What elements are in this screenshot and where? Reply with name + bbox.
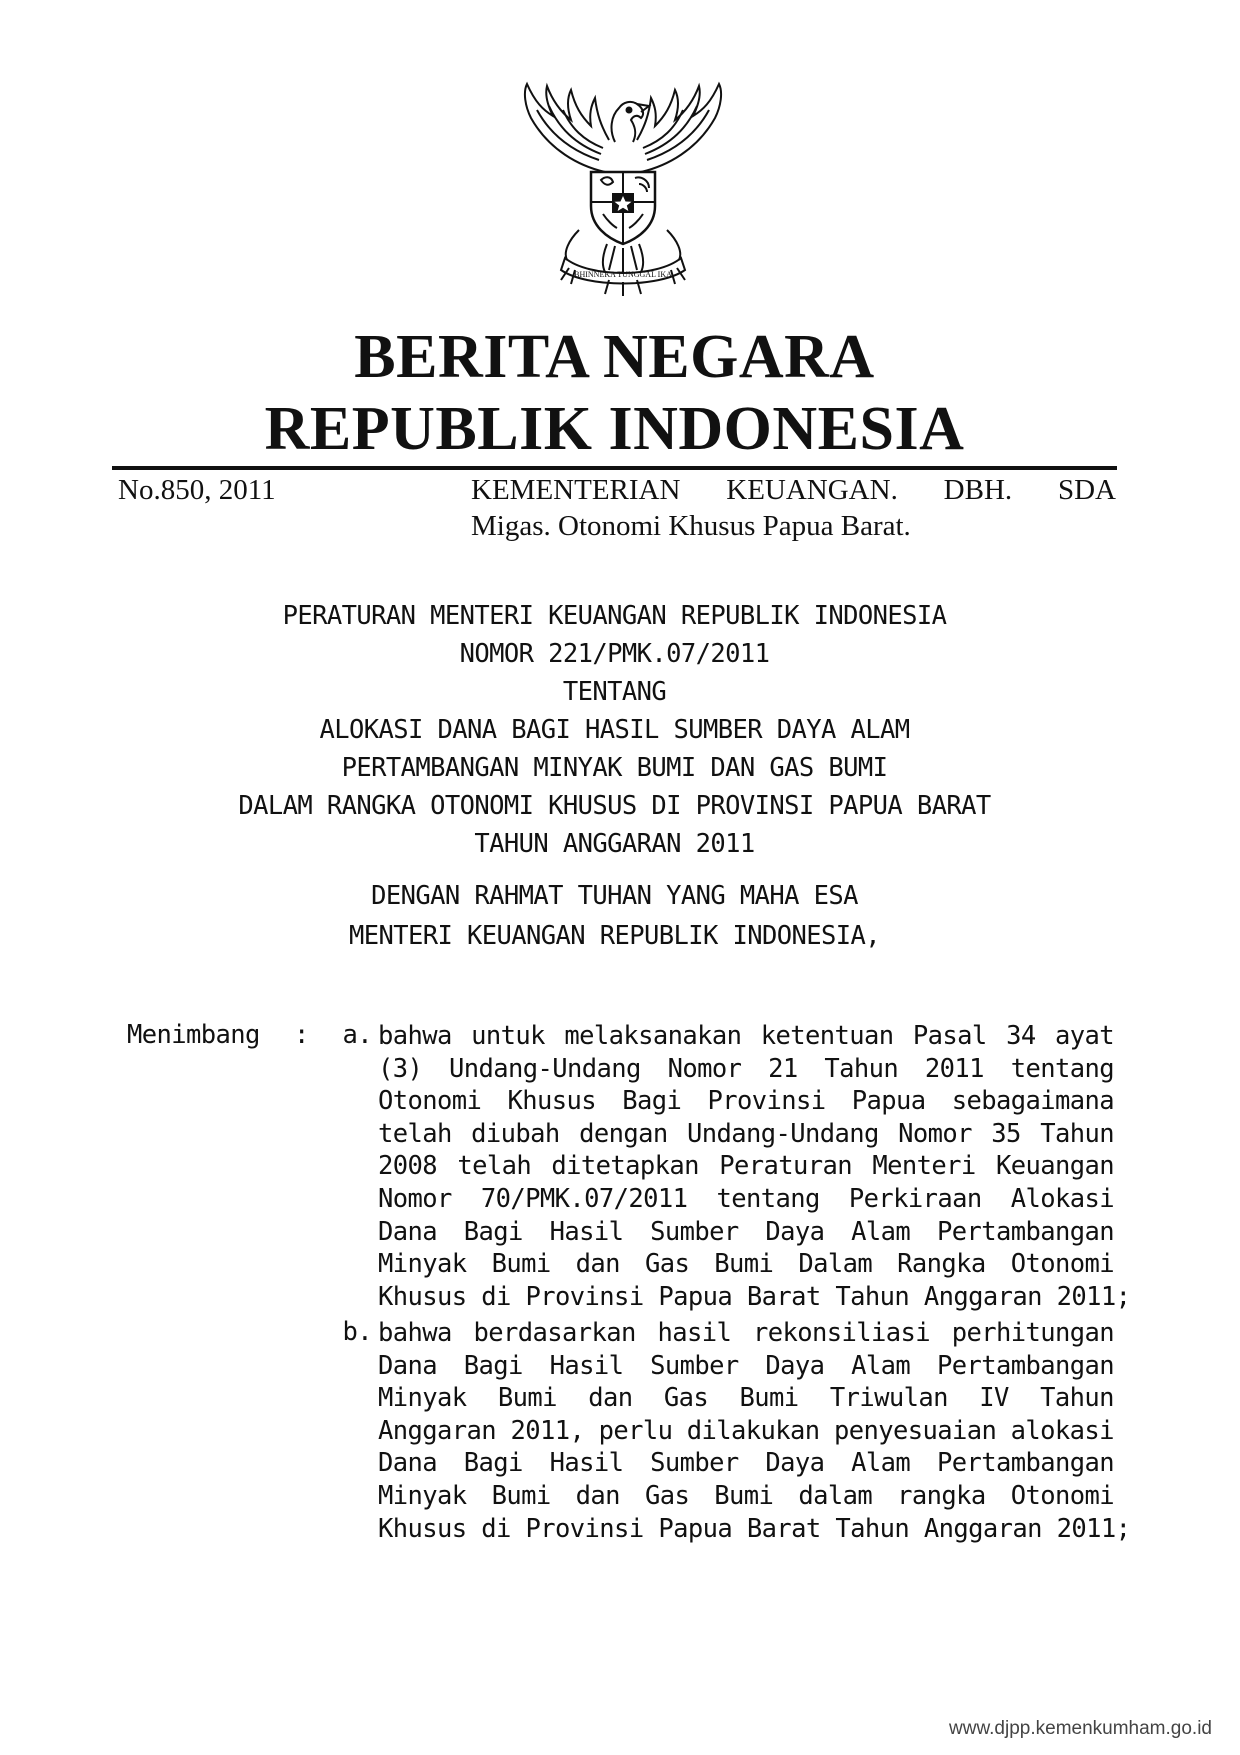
word: Anggaran: [378, 1415, 497, 1446]
subject-word: KEUANGAN.: [726, 474, 898, 506]
justified-line: [378, 1317, 1114, 1350]
word: (3): [378, 1053, 423, 1084]
word: Gas: [644, 1249, 690, 1280]
word: Peraturan: [719, 1151, 853, 1182]
word: dan: [575, 1480, 620, 1511]
word: tentang: [716, 1183, 820, 1214]
justified-line: [378, 1183, 1114, 1216]
preamble-line: MENTERI KEUANGAN REPUBLIK INDONESIA,: [348, 921, 881, 951]
word: Provinsi: [707, 1086, 826, 1117]
justified-line: [378, 1447, 1114, 1480]
word: Nomor: [378, 1183, 452, 1214]
word: Papua: [658, 1513, 747, 1544]
word: Triwulan: [829, 1383, 948, 1414]
word: Rangka: [897, 1249, 986, 1280]
word: Bagi: [463, 1448, 523, 1479]
word: Alokasi: [1010, 1183, 1114, 1214]
word: untuk: [471, 1021, 545, 1051]
word: dengan: [579, 1118, 668, 1149]
word: IV: [979, 1383, 1009, 1414]
word: Dana: [378, 1350, 438, 1381]
footer-source-url: www.djpp.kemenkumham.go.id: [949, 1718, 1212, 1739]
word: Sumber: [650, 1216, 739, 1247]
word: bahwa: [378, 1318, 452, 1348]
word: Otonomi: [378, 1086, 482, 1117]
word: 2011;: [1056, 1513, 1131, 1544]
word: 34: [1006, 1021, 1036, 1051]
word: Anggaran: [923, 1281, 1057, 1312]
word: Khusus: [507, 1086, 597, 1117]
word: melaksanakan: [564, 1021, 742, 1051]
word: Bagi: [463, 1350, 523, 1381]
word: 2011: [924, 1053, 984, 1084]
word: dan: [588, 1383, 633, 1414]
word: ditetapkan: [551, 1151, 699, 1182]
word: Bumi: [491, 1249, 551, 1280]
word: berdasarkan: [473, 1318, 636, 1348]
word: Alam: [851, 1448, 911, 1479]
word: penyesuaian: [833, 1415, 997, 1446]
word: Dalam: [798, 1249, 873, 1280]
word: Dana: [378, 1448, 438, 1479]
justified-line: [378, 1513, 1131, 1546]
considering-item-b: [378, 1317, 1131, 1545]
subject-word: SDA: [1057, 474, 1116, 506]
word: hasil: [657, 1318, 732, 1348]
word: Alam: [851, 1216, 911, 1247]
gazette-subject-line-1: [471, 474, 1116, 507]
word: rangka: [897, 1480, 986, 1511]
word: Tahun: [835, 1513, 924, 1544]
word: Papua: [851, 1086, 926, 1117]
word: Otonomi: [1010, 1480, 1114, 1511]
word: 35: [991, 1118, 1021, 1149]
regulation-title: [112, 597, 1117, 863]
word: Menteri: [872, 1151, 976, 1182]
preamble-line: DENGAN RAHMAT TUHAN YANG MAHA ESA: [371, 881, 858, 911]
word: Pertambangan: [936, 1448, 1114, 1479]
masthead-divider: [112, 466, 1117, 470]
item-letter: a.: [342, 1020, 372, 1050]
word: Provinsi: [525, 1513, 659, 1544]
word: perlu: [598, 1415, 673, 1446]
word: Bumi: [497, 1383, 557, 1414]
considering-item-a: [378, 1020, 1131, 1313]
justified-line: [378, 1020, 1114, 1053]
gazette-number: No.850, 2011: [118, 474, 276, 506]
word: sebagaimana: [951, 1086, 1114, 1117]
word: perhitungan: [951, 1318, 1114, 1348]
word: Anggaran: [923, 1513, 1057, 1544]
item-letter: b.: [342, 1317, 372, 1347]
word: di: [481, 1513, 526, 1544]
considering-label: Menimbang: [127, 1020, 260, 1050]
word: Dana: [378, 1216, 438, 1247]
justified-line: [378, 1053, 1114, 1086]
word: ketentuan: [760, 1021, 894, 1051]
word: Gas: [663, 1383, 709, 1414]
word: Minyak: [378, 1480, 467, 1511]
subject-word: KEMENTERIAN: [471, 474, 681, 506]
word: Bumi: [714, 1249, 774, 1280]
word: Bumi: [739, 1383, 799, 1414]
garuda-emblem-icon: [509, 80, 737, 302]
word: telah: [378, 1118, 452, 1149]
masthead-line-2: REPUBLIK INDONESIA: [264, 395, 965, 463]
considering-colon: :: [294, 1020, 309, 1050]
word: Nomor: [667, 1053, 742, 1084]
word: dalam: [798, 1480, 873, 1511]
justified-line: [378, 1085, 1114, 1118]
word: Bumi: [491, 1480, 551, 1511]
justified-line: [378, 1480, 1114, 1513]
title-line: TENTANG: [562, 677, 667, 707]
word: Pertambangan: [936, 1350, 1114, 1381]
word: di: [481, 1281, 526, 1312]
word: dan: [575, 1249, 620, 1280]
word: bahwa: [378, 1021, 452, 1051]
word: Minyak: [378, 1383, 467, 1414]
word: Barat: [746, 1281, 836, 1312]
word: Hasil: [549, 1216, 624, 1247]
word: telah: [457, 1151, 532, 1182]
justified-line: [378, 1248, 1114, 1281]
word: Alam: [851, 1350, 911, 1381]
justified-line: [378, 1216, 1114, 1249]
word: Minyak: [378, 1249, 467, 1280]
emblem-motto: BHINNEKA TUNGGAL IKA: [574, 270, 672, 279]
word: Tahun: [1040, 1383, 1114, 1414]
justified-line: [378, 1150, 1114, 1183]
word: Bagi: [463, 1216, 523, 1247]
title-line: TAHUN ANGGARAN 2011: [474, 829, 755, 859]
word: Keuangan: [995, 1151, 1114, 1182]
word: ayat: [1054, 1021, 1114, 1051]
word: Sumber: [650, 1350, 739, 1381]
word: dilakukan: [686, 1415, 820, 1446]
word: Sumber: [650, 1448, 739, 1479]
justified-line: [378, 1281, 1131, 1314]
word: Khusus: [378, 1281, 482, 1312]
word: Pertambangan: [936, 1216, 1114, 1247]
title-line: NOMOR 221/PMK.07/2011: [459, 639, 770, 669]
justified-line: [378, 1415, 1114, 1448]
title-line: ALOKASI DANA BAGI HASIL SUMBER DAYA ALAM: [319, 715, 910, 745]
title-line: PERTAMBANGAN MINYAK BUMI DAN GAS BUMI: [341, 753, 888, 783]
word: rekonsiliasi: [752, 1318, 930, 1348]
word: Hasil: [549, 1350, 624, 1381]
word: Pasal: [912, 1021, 987, 1051]
title-line: DALAM RANGKA OTONOMI KHUSUS DI PROVINSI PAPUA BARAT: [238, 791, 991, 821]
word: Daya: [765, 1448, 825, 1479]
word: tentang: [1010, 1053, 1114, 1084]
word: Tahun: [824, 1053, 899, 1084]
word: 2011,: [510, 1415, 585, 1446]
word: 2011;: [1056, 1281, 1131, 1312]
word: Papua: [658, 1281, 747, 1312]
word: Daya: [765, 1216, 825, 1247]
justified-line: [378, 1350, 1114, 1383]
word: 2008: [378, 1151, 438, 1182]
word: Bumi: [714, 1480, 774, 1511]
word: Undang-Undang: [449, 1053, 641, 1084]
justified-line: [378, 1382, 1114, 1415]
word: 70/PMK.07/2011: [480, 1183, 688, 1214]
word: Daya: [765, 1350, 825, 1381]
word: 21: [768, 1053, 798, 1084]
justified-line: [378, 1118, 1114, 1151]
word: Perkiraan: [848, 1183, 982, 1214]
word: Nomor: [898, 1118, 972, 1149]
masthead-line-1: BERITA NEGARA: [354, 323, 875, 391]
word: Khusus: [378, 1513, 482, 1544]
word: alokasi: [1010, 1415, 1114, 1446]
title-line: PERATURAN MENTERI KEUANGAN REPUBLIK INDONESIA: [282, 601, 947, 631]
word: diubah: [471, 1118, 560, 1149]
word: Undang-Undang: [686, 1118, 879, 1149]
word: Provinsi: [525, 1281, 659, 1312]
word: Tahun: [835, 1281, 924, 1312]
gazette-subject-line-2: Migas. Otonomi Khusus Papua Barat.: [471, 510, 911, 542]
word: Hasil: [549, 1448, 624, 1479]
word: Otonomi: [1010, 1249, 1114, 1280]
preamble: [112, 876, 1117, 956]
subject-word: DBH.: [943, 474, 1013, 506]
word: Bagi: [622, 1086, 682, 1117]
word: Gas: [644, 1480, 690, 1511]
word: Tahun: [1040, 1118, 1114, 1149]
word: Barat: [746, 1513, 836, 1544]
